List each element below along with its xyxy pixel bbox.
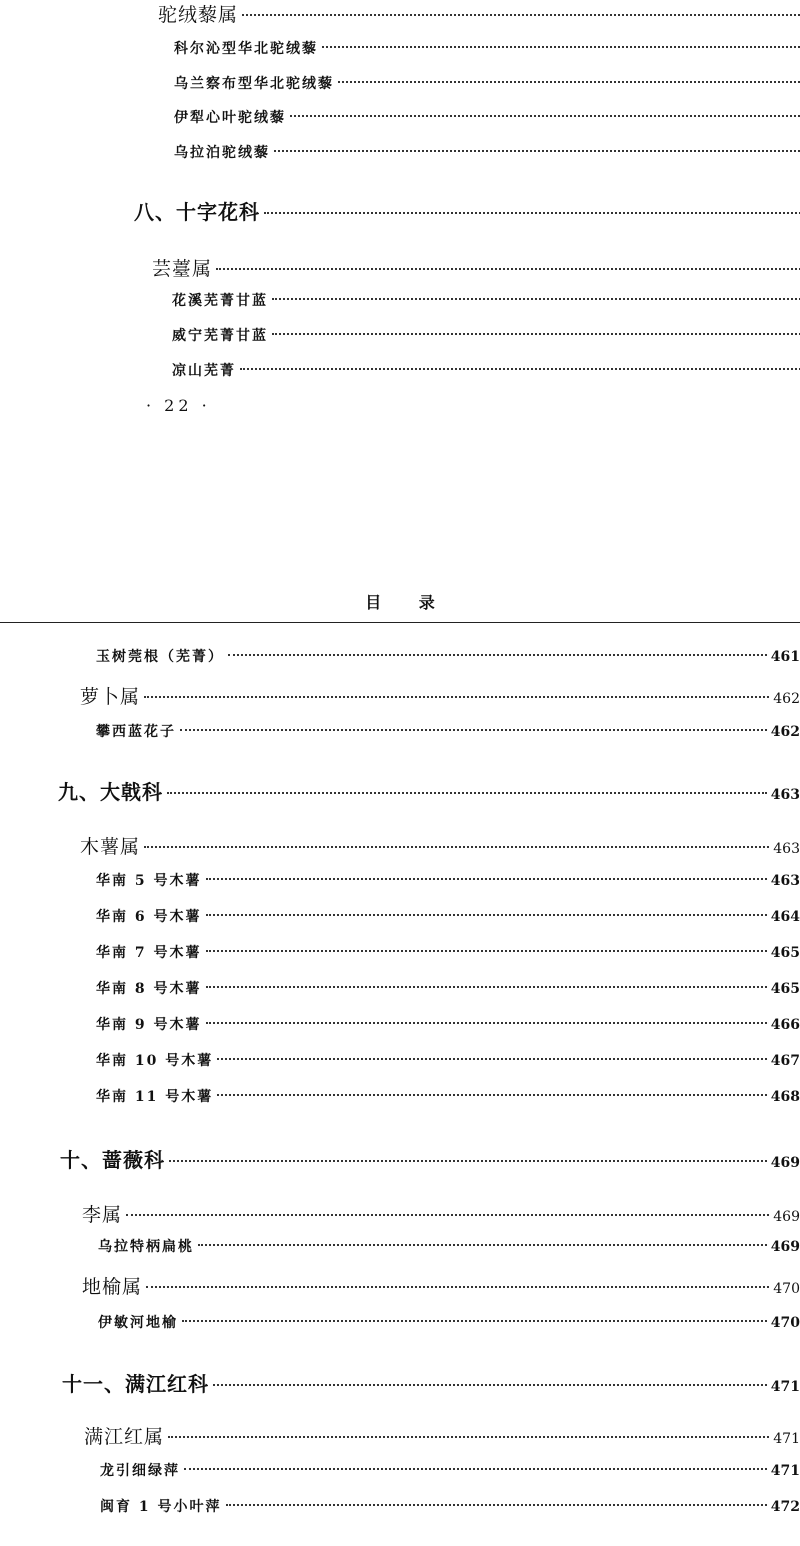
dot-leader: [322, 46, 800, 48]
toc-entry[interactable]: [0, 776, 800, 805]
toc-entry[interactable]: [0, 1368, 800, 1397]
toc-entry-label: 威宁芜菁甘蓝: [172, 328, 268, 344]
toc-page-number: 471: [770, 1379, 800, 1395]
toc-entry[interactable]: [0, 1422, 800, 1449]
toc-entry-label: 华南 6 号木薯: [96, 909, 202, 925]
toc-entry[interactable]: [0, 0, 800, 27]
toc-page-number: 470: [770, 1315, 800, 1331]
dot-leader: [184, 1468, 767, 1470]
toc-entry-label: 华南 7 号木薯: [96, 945, 202, 961]
dot-leader: [180, 729, 767, 731]
toc-entry-label: 伊敏河地榆: [98, 1315, 178, 1331]
dot-leader: [213, 1384, 767, 1386]
toc-page-number: 469: [770, 1239, 800, 1255]
toc-entry-label: 乌拉特柄扁桃: [98, 1239, 194, 1255]
toc-page-number: 472: [770, 1499, 800, 1515]
dot-leader: [144, 696, 769, 698]
toc-entry[interactable]: [0, 38, 800, 58]
toc-entry-label: 芸薹属: [152, 258, 213, 280]
toc-entry[interactable]: [0, 1460, 800, 1480]
dot-leader: [167, 792, 767, 794]
page-header-title: [0, 590, 800, 613]
toc-entry[interactable]: [0, 978, 800, 998]
toc-entry-label: 驼绒藜属: [158, 4, 239, 26]
dot-leader: [228, 654, 767, 656]
toc-entry-label: 地榆属: [82, 1276, 143, 1298]
dot-leader: [198, 1244, 767, 1246]
dot-leader: [226, 1504, 767, 1506]
toc-entry[interactable]: [0, 325, 800, 345]
toc-page-number: 461: [770, 649, 800, 665]
toc-page-number: 462: [773, 691, 800, 707]
toc-entry[interactable]: [0, 870, 800, 890]
header-rule: [0, 622, 800, 623]
toc-entry-label: 满江红属: [84, 1426, 165, 1448]
dot-leader: [216, 268, 800, 270]
toc-entry-label: 华南 8 号木薯: [96, 981, 202, 997]
toc-page-number: 471: [770, 1463, 800, 1479]
dot-leader: [182, 1320, 767, 1322]
dot-leader: [206, 986, 767, 988]
toc-entry[interactable]: [0, 942, 800, 962]
dot-leader: [272, 298, 800, 300]
toc-entry[interactable]: [0, 832, 800, 859]
header-title-right: 录: [418, 593, 435, 612]
header-title-left: 目: [365, 593, 382, 612]
toc-page-number: 470: [773, 1281, 800, 1297]
dot-leader: [217, 1094, 767, 1096]
toc-page-number: 462: [770, 724, 800, 740]
toc-entry-label: 乌兰察布型华北驼绒藜: [174, 76, 334, 92]
toc-entry[interactable]: [0, 360, 800, 380]
toc-entry-label: 科尔沁型华北驼绒藜: [174, 41, 318, 57]
toc-entry-label: 花溪芜菁甘蓝: [172, 293, 268, 309]
toc-entry-label: 乌拉泊驼绒藜: [174, 145, 270, 161]
toc-entry[interactable]: [0, 1144, 800, 1173]
toc-page-number: 464: [770, 909, 800, 925]
toc-entry-label: 华南 11 号木薯: [96, 1089, 214, 1105]
toc-entry-label: 伊犁心叶驼绒藜: [174, 110, 286, 126]
dot-leader: [169, 1160, 767, 1162]
dot-leader: [290, 115, 800, 117]
toc-entry[interactable]: [0, 1200, 800, 1227]
toc-entry[interactable]: [0, 1496, 800, 1516]
toc-entry-label: 华南 9 号木薯: [96, 1017, 202, 1033]
dot-leader: [206, 878, 767, 880]
toc-entry[interactable]: [0, 254, 800, 281]
toc-entry[interactable]: [0, 196, 800, 225]
toc-page-number: 465: [770, 981, 800, 997]
toc-page-number: 463: [773, 841, 800, 857]
toc-entry-label: 八、十字花科: [134, 200, 260, 224]
dot-leader: [206, 1022, 767, 1024]
toc-page-number: 469: [773, 1209, 800, 1225]
toc-entry-label: 华南 10 号木薯: [96, 1053, 214, 1069]
toc-entry[interactable]: [0, 1236, 800, 1256]
toc-entry[interactable]: [0, 142, 800, 162]
bottom-page: [0, 560, 800, 1546]
toc-entry-label: 十、蔷薇科: [60, 1148, 165, 1172]
toc-page-number: 471: [773, 1431, 800, 1447]
dot-leader: [272, 333, 800, 335]
toc-page-number: 463: [770, 873, 800, 889]
toc-entry[interactable]: [0, 682, 800, 709]
dot-leader: [146, 1286, 769, 1288]
toc-page-number: 468: [770, 1089, 800, 1105]
toc-entry[interactable]: [0, 290, 800, 310]
dot-leader: [126, 1214, 769, 1216]
dot-leader: [168, 1436, 769, 1438]
toc-entry[interactable]: [0, 1086, 800, 1106]
toc-entry-label: 闽育 1 号小叶萍: [100, 1499, 222, 1515]
dot-leader: [338, 81, 800, 83]
dot-leader: [264, 212, 800, 214]
toc-entry[interactable]: [0, 721, 800, 741]
toc-entry-label: 九、大戟科: [58, 780, 163, 804]
dot-leader: [144, 846, 769, 848]
toc-page-number: 463: [770, 787, 800, 803]
toc-entry[interactable]: [0, 1014, 800, 1034]
toc-entry-label: 李属: [82, 1204, 123, 1226]
toc-entry-label: 凉山芜菁: [172, 363, 236, 379]
dot-leader: [206, 950, 767, 952]
toc-page-number: 466: [770, 1017, 800, 1033]
toc-entry[interactable]: [0, 73, 800, 93]
toc-entry-label: 龙引细绿萍: [100, 1463, 180, 1479]
toc-entry-label: 玉树莞根（芜菁）: [96, 649, 224, 665]
toc-entry[interactable]: [0, 1050, 800, 1070]
toc-entry[interactable]: [0, 1272, 800, 1299]
toc-page-number: 467: [770, 1053, 800, 1069]
toc-entry[interactable]: [0, 646, 800, 666]
dot-leader: [242, 14, 800, 16]
toc-entry-label: 攀西蓝花子: [96, 724, 176, 740]
toc-entry-label: 萝卜属: [80, 686, 141, 708]
toc-entry-label: 木薯属: [80, 836, 141, 858]
dot-leader: [240, 368, 800, 370]
toc-entry[interactable]: [0, 107, 800, 127]
dot-leader: [274, 150, 800, 152]
toc-page-number: 465: [770, 945, 800, 961]
toc-entry[interactable]: [0, 1312, 800, 1332]
toc-entry-label: 十一、满江红科: [62, 1372, 209, 1396]
toc-entry-label: 华南 5 号木薯: [96, 873, 202, 889]
dot-leader: [217, 1058, 767, 1060]
toc-entry[interactable]: [0, 906, 800, 926]
dot-leader: [206, 914, 767, 916]
page-number: · 22 ·: [146, 396, 211, 415]
top-page: [0, 0, 800, 440]
toc-page-number: 469: [770, 1155, 800, 1171]
